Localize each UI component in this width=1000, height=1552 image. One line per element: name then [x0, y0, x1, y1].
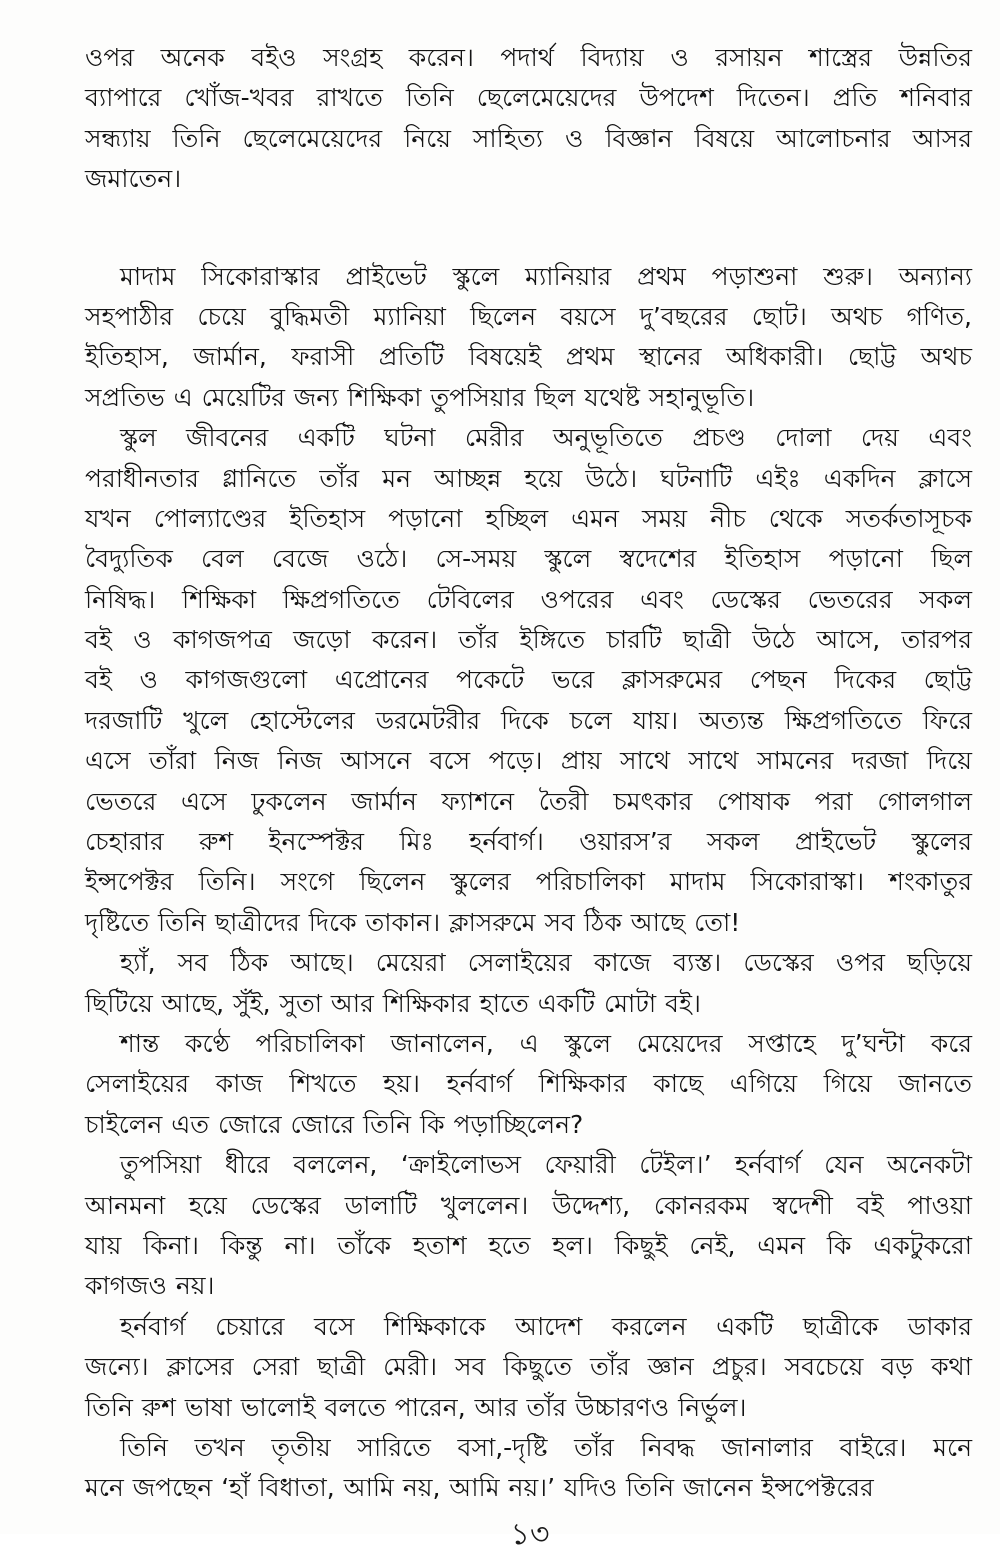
paragraph [85, 1145, 972, 1307]
paragraph [85, 1024, 972, 1145]
paragraph [85, 38, 972, 200]
text-line: যায় কিনা। কিন্তু না। তাঁকে হতাশ হতে হল। কিছুই নেই, এমন কি একটুকরো [85, 1230, 972, 1260]
text-line: জন্যে। ক্লাসের সেরা ছাত্রী মেরী। সব কিছুতে তাঁর জ্ঞান প্রচুর। সবচেয়ে বড় কথা [85, 1352, 972, 1382]
text-body [85, 38, 972, 1509]
paragraph [85, 1307, 972, 1428]
text-line: ছিটিয়ে আছে, সুঁই, সুতা আর শিক্ষিকার হাতে একটি মোটা বই। [85, 988, 701, 1018]
text-line: তিনি তখন তৃতীয় সারিতে বসা,-দৃষ্টি তাঁর নিবদ্ধ জানালার বাইরে। মনে [120, 1432, 972, 1462]
text-line: জমাতেন। [85, 164, 182, 194]
text-line: ব্যাপারে খোঁজ-খবর রাখতে তিনি ছেলেমেয়েদের উপদেশ দিতেন। প্রতি শনিবার [85, 83, 972, 113]
text-line: এসে তাঁরা নিজ নিজ আসনে বসে পড়ে। প্রায় সাথে সাথে সামনের দরজা দিয়ে [85, 746, 972, 776]
text-line: চাইলেন এত জোরে জোরে তিনি কি পড়াচ্ছিলেন? [85, 1109, 584, 1139]
text-line: ইতিহাস, জার্মান, ফরাসী প্রতিটি বিষয়েই প্রথম স্থানের অধিকারী। ছোট্ট অথচ [85, 342, 972, 372]
text-line: সহপাঠীর চেয়ে বুদ্ধিমতী ম্যানিয়া ছিলেন বয়সে দু’বছরের ছোট। অথচ গণিত, [85, 301, 972, 331]
text-line: ওপর অনেক বইও সংগ্রহ করেন। পদার্থ বিদ্যায় ও রসায়ন শাস্ত্রের উন্নতির [85, 43, 972, 72]
text-line: সেলাইয়ের কাজ শিখতে হয়। হর্নবার্গ শিক্ষিকার কাছে এগিয়ে গিয়ে জানতে [85, 1069, 972, 1099]
text-line: মনে জপছেন ‘হাঁ বিধাতা, আমি নয়, আমি নয়।’ যদিও তিনি জানেন ইন্সপেক্টরের [85, 1473, 874, 1503]
text-line: আনমনা হয়ে ডেস্কের ডালাটি খুললেন। উদ্দেশ্য, কোনরকম স্বদেশী বই পাওয়া [85, 1190, 972, 1220]
text-line: বই ও কাগজপত্র জড়ো করেন। তাঁর ইঙ্গিতে চারটি ছাত্রী উঠে আসে, তারপর [85, 625, 972, 655]
text-line: হর্নবার্গ চেয়ারে বসে শিক্ষিকাকে আদেশ করলেন একটি ছাত্রীকে ডাকার [120, 1311, 972, 1341]
text-line: কাগজও নয়। [85, 1271, 215, 1301]
page-number: ১৩ [510, 1517, 550, 1552]
text-line: পরাধীনতার গ্লানিতে তাঁর মন আচ্ছন্ন হয়ে উঠে। ঘটনাটি এইঃ একদিন ক্লাসে [85, 463, 972, 493]
paragraph [85, 943, 972, 1024]
text-line: ভেতরে এসে ঢুকলেন জার্মান ফ্যাশনে তৈরী চমৎকার পোষাক পরা গোলগাল [85, 786, 972, 816]
text-line: স্কুল জীবনের একটি ঘটনা মেরীর অনুভূতিতে প্রচণ্ড দোলা দেয় এবং [120, 423, 972, 453]
text-line: বৈদ্যুতিক বেল বেজে ওঠে। সে-সময় স্কুলে স্বদেশের ইতিহাস পড়ানো ছিল [85, 544, 972, 574]
text-line: ইন্সপেক্টর তিনি। সংগে ছিলেন স্কুলের পরিচালিকা মাদাম সিকোরাস্কা। শংকাতুর [85, 867, 972, 897]
text-line: দৃষ্টিতে তিনি ছাত্রীদের দিকে তাকান। ক্লাসরুমে সব ঠিক আছে তো! [85, 907, 741, 937]
paragraph [85, 257, 972, 419]
text-line: বই ও কাগজগুলো এপ্রোনের পকেটে ভরে ক্লাসরুমের পেছন দিকের ছোট্ট [85, 665, 972, 695]
paragraph [85, 418, 972, 943]
text-line: চেহারার রুশ ইনস্পেক্টর মিঃ হর্নবার্গ। ওয়ারস’র সকল প্রাইভেট স্কুলের [85, 827, 972, 857]
paragraph [85, 1428, 972, 1509]
text-line: তুপসিয়া ধীরে বললেন, ‘ক্রাইলোভস ফেয়ারী টেইল।’ হর্নবার্গ যেন অনেকটা [120, 1150, 972, 1180]
text-line: নিষিদ্ধ। শিক্ষিকা ক্ষিপ্রগতিতে টেবিলের ওপরের এবং ডেস্কের ভেতরের সকল [85, 584, 972, 614]
text-line: তিনি রুশ ভাষা ভালোই বলতে পারেন, আর তাঁর উচ্চারণও নির্ভুল। [85, 1392, 747, 1422]
text-line: শান্ত কণ্ঠে পরিচালিকা জানালেন, এ স্কুলে মেয়েদের সপ্তাহে দু’ঘন্টা করে [120, 1028, 972, 1058]
text-line: সন্ধ্যায় তিনি ছেলেমেয়েদের নিয়ে সাহিত্য ও বিজ্ঞান বিষয়ে আলোচনার আসর [85, 123, 972, 153]
text-line: দরজাটি খুলে হোস্টেলের ডরমেটরীর দিকে চলে যায়। অত্যন্ত ক্ষিপ্রগতিতে ফিরে [85, 705, 972, 735]
text-line: সপ্রতিভ এ মেয়েটির জন্য শিক্ষিকা তুপসিয়ার ছিল যথেষ্ট সহানুভূতি। [85, 382, 755, 412]
text-line: মাদাম সিকোরাস্কার প্রাইভেট স্কুলে ম্যানিয়ার প্রথম পড়াশুনা শুরু। অন্যান্য [120, 261, 972, 291]
page-number-area [480, 1514, 580, 1552]
text-line: হ্যাঁ, সব ঠিক আছে। মেয়েরা সেলাইয়ের কাজে ব্যস্ত। ডেস্কের ওপর ছড়িয়ে [120, 948, 972, 978]
text-line: যখন পোল্যাণ্ডের ইতিহাস পড়ানো হচ্ছিল এমন সময় নীচ থেকে সতর্কতাসূচক [85, 503, 972, 533]
